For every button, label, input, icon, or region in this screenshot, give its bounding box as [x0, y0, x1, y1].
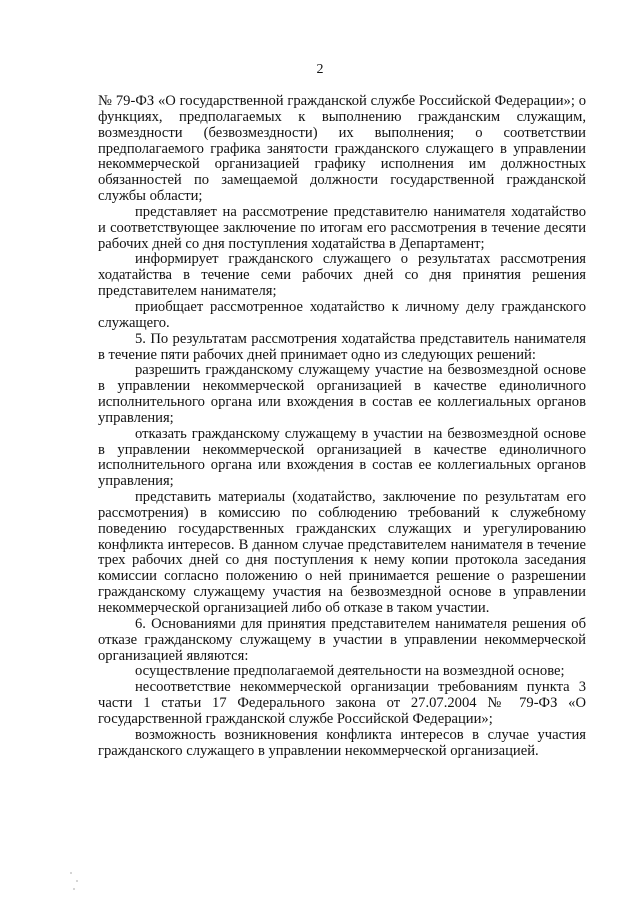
paragraph-submit-to-employer: представляет на рассмотрение представителю нанимателя ходатайство и соответствующее заключение по итогам его рассмотрения в течение десяти рабочих дней со дня поступления ходатайства в Департамент;: [98, 203, 586, 252]
paragraph-item-5: 5. По результатам рассмотрения ходатайства представитель нанимателя в течение пяти рабочих дней принимает одно из следующих решений:: [98, 330, 586, 363]
paragraph-continuation: № 79-ФЗ «О государственной гражданской службе Российской Федерации»; о функциях, предполагаемых к выполнению гражданским служащим, возмездности (безвозмездности) их выполнения; о соответствии предполагаемого графика занятости гражданского служащего в управлении некоммерческой организацией графику исполнения им должностных обязанностей по замещаемой должности государственной гражданской службы области;: [98, 93, 586, 205]
paragraph-decision-permit: разрешить гражданскому служащему участие на безвозмездной основе в управлении некоммерческой организацией в качестве единоличного исполнительного органа или вхождения в состав ее коллегиальных органов управления;: [98, 362, 586, 426]
scan-speck: [76, 880, 78, 882]
scan-speck: [70, 872, 72, 874]
scan-speck: [73, 888, 75, 890]
page-number: 2: [316, 62, 324, 77]
paragraph-inform-servant: информирует гражданского служащего о результатах рассмотрения ходатайства в течение семи рабочих дней со дня принятия решения представителем нанимателя;: [98, 251, 586, 300]
paragraph-decision-refuse: отказать гражданскому служащему в участии на безвозмездной основе в управлении некоммерческой организацией в качестве единоличного исполнительного органа или вхождения в состав ее коллегиальных органов управления;: [98, 425, 586, 490]
paragraph-attach-to-file: приобщает рассмотренное ходатайство к личному делу гражданского служащего.: [98, 298, 586, 331]
paragraph-decision-commission: представить материалы (ходатайство, заключение по результатам его рассмотрения) в комиссию по соблюдению требований к служебному поведению государственных гражданских служащих и урегулированию конфликта интересов. В данном случае представителем нанимателя в течение трех рабочих дней со дня поступления к нему копии протокола заседания комиссии согласно положению о ней принимается решение о разрешении гражданскому служащему участия на безвозмездной основе в управлении некоммерческой организацией либо об отказе в таком участии.: [98, 489, 586, 616]
paragraph-reason-noncompliance: несоответствие некоммерческой организации требованиям пункта 3 части 1 статьи 17 Федерального закона от 27.07.2004 № 79-ФЗ «О государственной гражданской службе Российской Федерации»;: [98, 679, 586, 727]
document-body: [98, 94, 586, 759]
paragraph-reason-conflict: возможность возникновения конфликта интересов в случае участия гражданского служащего в управлении некоммерческой организацией.: [98, 726, 586, 759]
paragraph-reason-paid: осуществление предполагаемой деятельности на возмездной основе;: [135, 663, 565, 680]
paragraph-item-6: 6. Основаниями для принятия представителем нанимателя решения об отказе гражданскому служащему в участии в управлении некоммерческой организацией являются:: [98, 615, 586, 664]
